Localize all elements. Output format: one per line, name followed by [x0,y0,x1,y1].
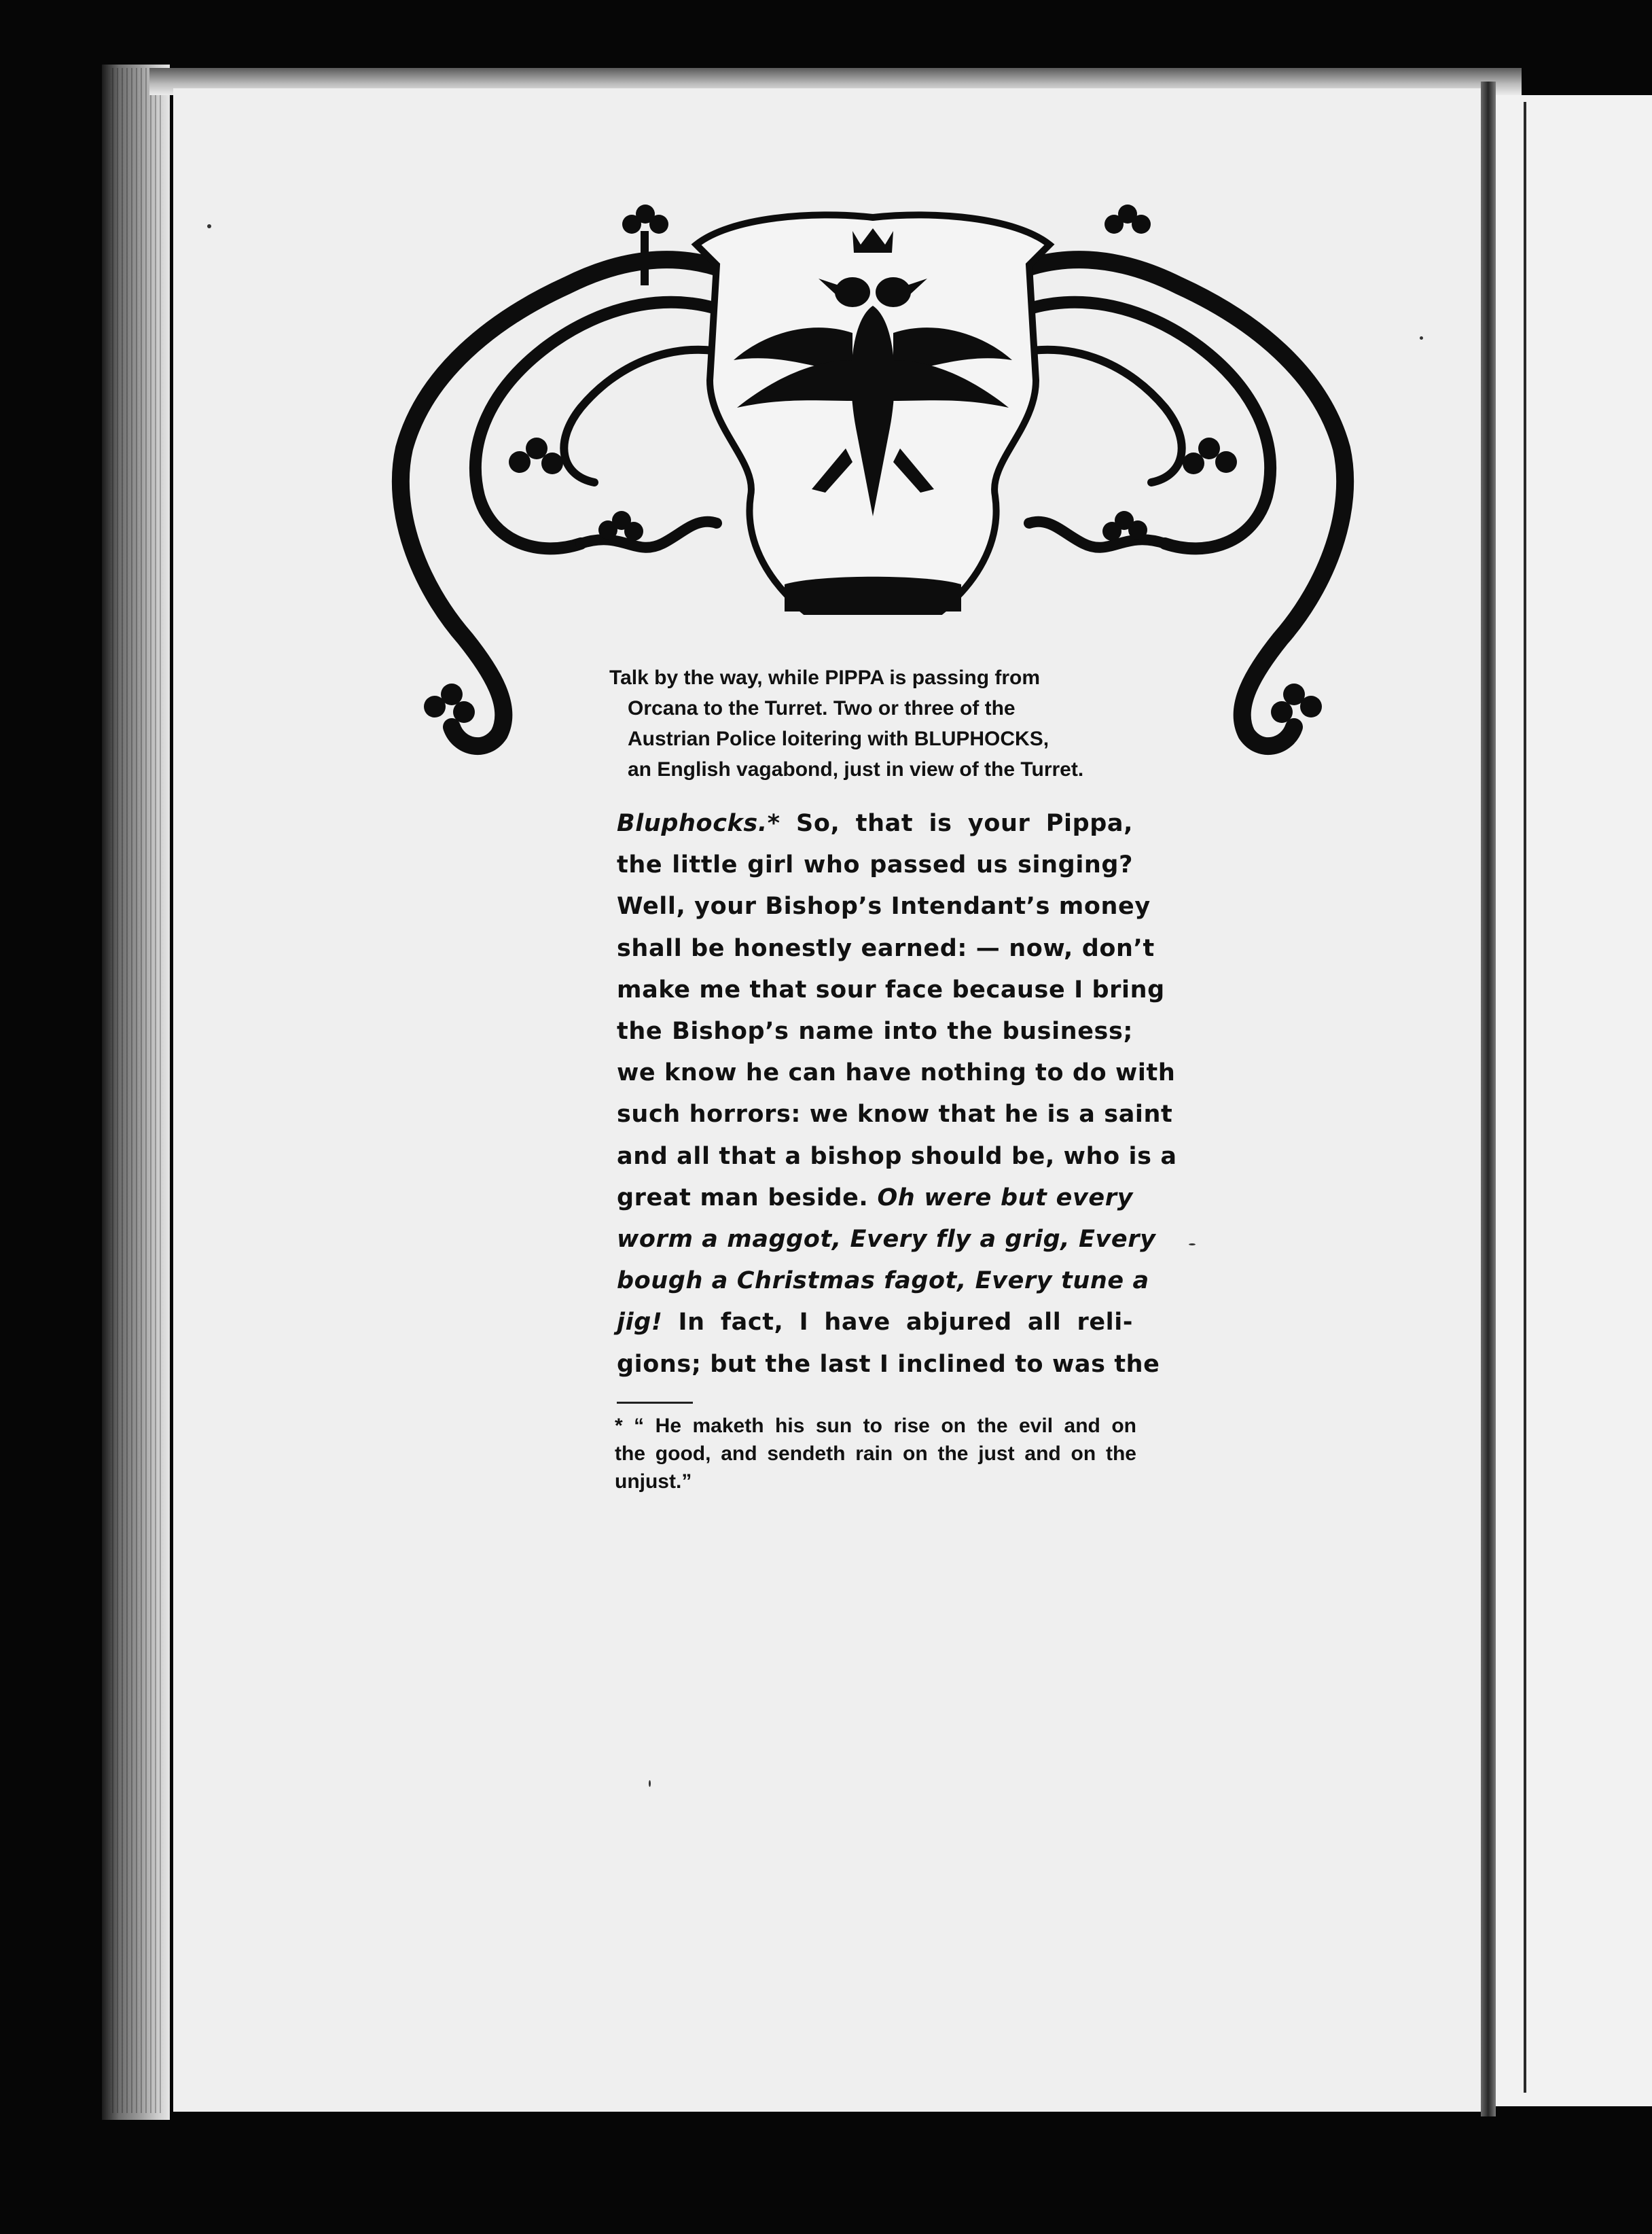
body-line [617,1136,1177,1177]
body-line [617,1344,1160,1385]
stage-direction-line: Talk by the way, while PIPPA is passing from [609,667,1041,689]
body-line [617,1011,1133,1052]
body-line [617,886,1151,927]
text-segment: shall be honestly earned: — now, don’t [617,934,1155,962]
text-segment: In fact, I have abjured all reli- [662,1309,1133,1336]
stage-direction-line: Austrian Police loitering with BLUPHOCKS, [628,728,1049,750]
body-line [617,803,1133,845]
body-line [617,845,1133,886]
text-segment: gions; but the last I inclined to was the [617,1350,1160,1378]
text-segment: So, that is your Pippa, [780,810,1133,837]
text-segment: the little girl who passed us singing? [617,851,1133,879]
body-line [617,928,1155,970]
body-line [617,1302,1133,1343]
footnote-rule [617,1402,693,1404]
italic-segment: jig! [617,1309,663,1336]
body-text [617,803,1177,1385]
italic-segment: Bluphocks.* [617,810,780,837]
stage-direction-line: Orcana to the Turret. Two or three of the [628,697,1016,720]
body-line [617,1177,1133,1219]
footnote-line: unjust.” [615,1470,692,1493]
italic-segment: worm a maggot, Every fly a grig, Every [617,1226,1156,1254]
footnote-line: * “ He maketh his sun to rise on the evil and on [615,1415,1136,1437]
italic-segment: Oh were but every [877,1184,1133,1211]
footnote [615,1412,1136,1495]
text-segment: such horrors: we know that he is a saint [617,1101,1173,1129]
scan-speck [207,224,211,228]
body-line [617,1094,1173,1135]
scan-speck [1189,1243,1196,1245]
page-edge-lines [112,68,163,2113]
text-segment: Well, your Bishop’s Intendant’s money [617,893,1151,921]
body-line [617,970,1165,1011]
facing-page-line [1524,102,1526,2093]
book-gutter [1481,82,1496,2116]
scan-speck [1420,336,1423,340]
footnote-line: the good, and sendeth rain on the just and on the [615,1442,1136,1465]
body-line [617,1219,1156,1260]
text-segment: the Bishop’s name into the business; [617,1018,1133,1046]
text-segment: we know he can have nothing to do with [617,1059,1176,1087]
facing-page-edge [1496,95,1652,2106]
text-segment: and all that a bishop should be, who is a [617,1142,1177,1170]
text-segment: make me that sour face because I bring [617,976,1165,1004]
body-line [617,1260,1149,1302]
scan-speck [649,1780,651,1787]
stage-direction [609,662,1139,785]
stage-direction-line: an English vagabond, just in view of the Turret. [628,758,1084,781]
body-line [617,1052,1176,1094]
text-segment: great man beside. [617,1184,878,1211]
italic-segment: bough a Christmas fagot, Every tune a [617,1267,1149,1295]
